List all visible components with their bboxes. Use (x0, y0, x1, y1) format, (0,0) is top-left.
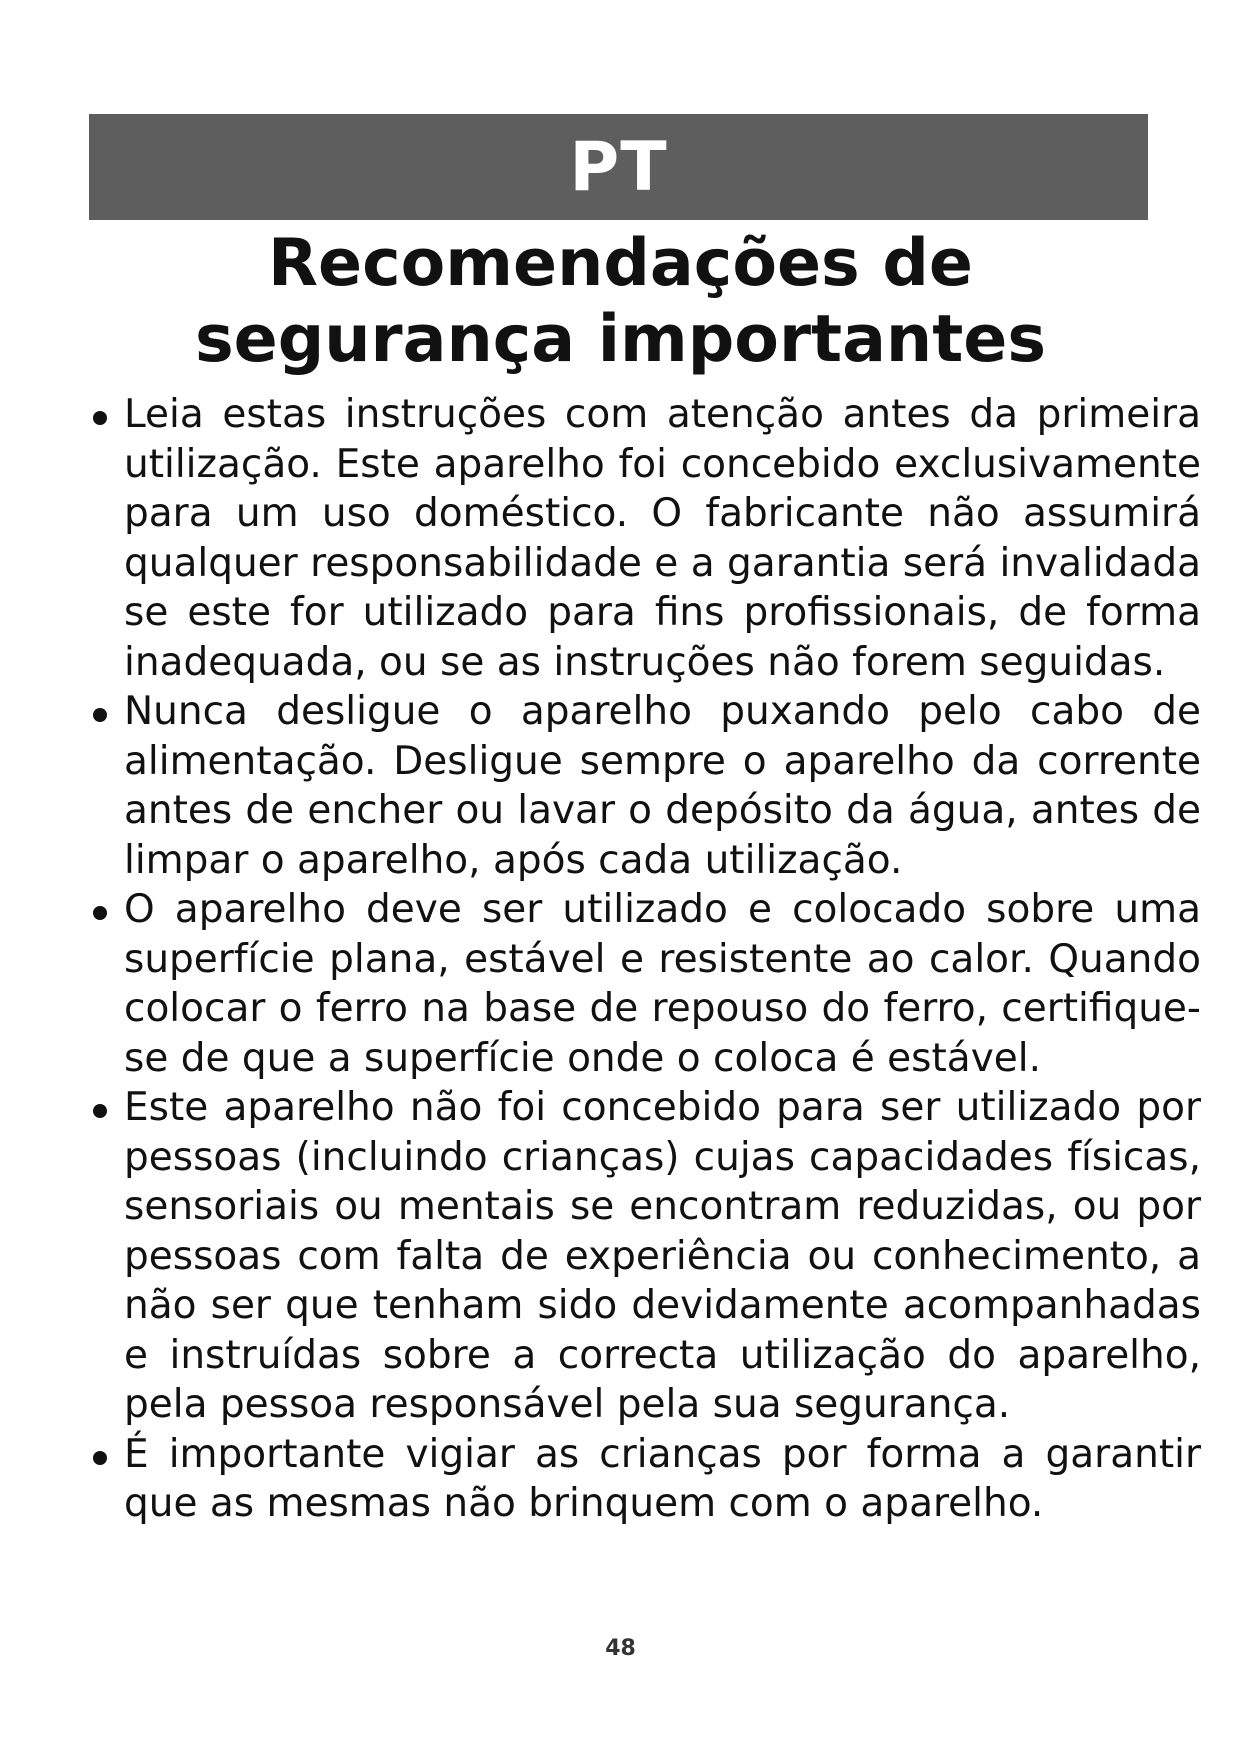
bullet-icon (93, 906, 107, 920)
list-item (89, 687, 1201, 885)
list-item (89, 1083, 1201, 1430)
list-item-text: Nunca desligue o aparelho puxando pelo cabo de alimentação. Desligue sempre o aparelho da corrente antes de encher ou lavar o depósito da água, antes de limpar o aparelho, após cada utilização. (124, 689, 1201, 883)
language-header-bar (89, 114, 1148, 220)
list-item-text: O aparelho deve ser utilizado e colocado sobre uma superfície plana, estável e resistente ao calor. Quando colocar o ferro na base de repouso do ferro, certifique-se de que a superfície onde o coloca é estável. (124, 887, 1201, 1081)
list-item (89, 390, 1201, 687)
safety-list (89, 390, 1201, 1529)
page-number: 48 (605, 1636, 636, 1661)
bullet-icon (93, 1451, 107, 1465)
list-item (89, 1430, 1201, 1529)
bullet-icon (93, 1104, 107, 1118)
list-item (89, 885, 1201, 1083)
page-title-line-1: Recomendações de (267, 226, 973, 301)
language-code: PT (569, 127, 668, 207)
list-item-text: É importante vigiar as crianças por forma a garantir que as mesmas não brinquem com o aparelho. (124, 1431, 1201, 1526)
list-item-text: Leia estas instruções com atenção antes da primeira utilização. Este aparelho foi concebido exclusivamente para um uso doméstico. O fabricante não assumirá qualquer responsabilidade e a garantia será invalidada se este for utilizado para fins profissionais, de forma inadequada, ou se as instruções não forem seguidas. (124, 392, 1201, 685)
page-title (0, 226, 1241, 378)
list-item-text: Este aparelho não foi concebido para ser utilizado por pessoas (incluindo crianças) cujas capacidades físicas, sensoriais ou mentais se encontram reduzidas, ou por pessoas com falta de experiência ou conhecimento, a não ser que tenham sido devidamente acompanhadas e instruídas sobre a correcta utilização do aparelho, pela pessoa responsável pela sua segurança. (124, 1085, 1201, 1427)
bullet-icon (93, 708, 107, 722)
page-title-line-2: segurança importantes (194, 302, 1047, 377)
bullet-icon (93, 411, 107, 425)
